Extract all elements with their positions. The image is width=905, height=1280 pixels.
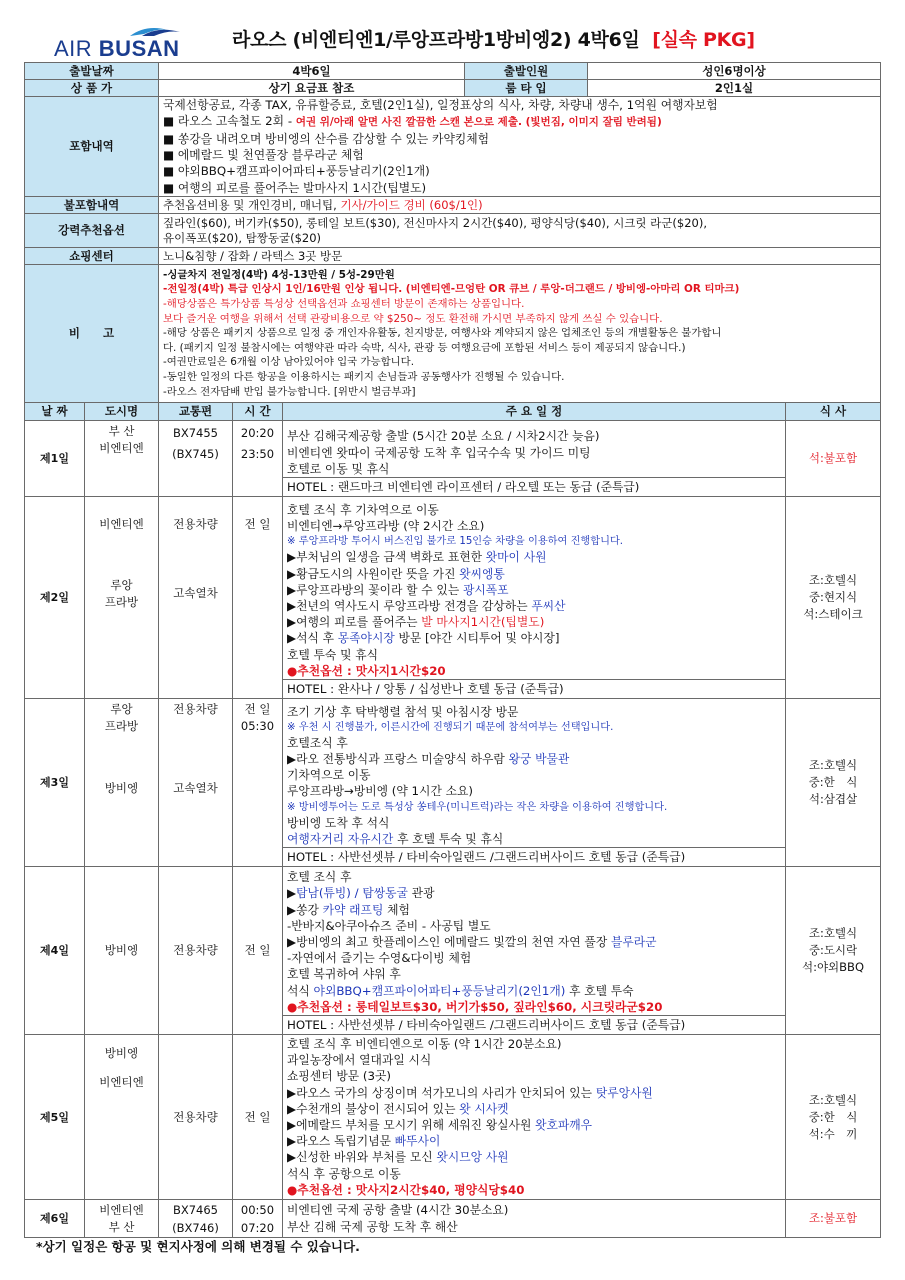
day-time: 전 일 xyxy=(233,1035,283,1200)
day-label: 제3일 xyxy=(25,699,85,867)
page-header xyxy=(0,0,905,62)
day-row-3 xyxy=(25,699,881,867)
day-row-5 xyxy=(25,1035,881,1200)
hotel-info: HOTEL : 사반선셋뷰 / 타비숙아일랜드 /그랜드리버사이드 호텔 동급 (준특급) xyxy=(283,1015,785,1034)
schedule-table xyxy=(24,402,881,1238)
day-row-4 xyxy=(25,867,881,1035)
options-label: 강력추천옵션 xyxy=(25,214,159,248)
excluded-label: 불포함내역 xyxy=(25,197,159,214)
included-label: 포함내역 xyxy=(25,97,159,197)
day-meal: 석:불포함 xyxy=(786,421,881,497)
page-title: 라오스 (비엔티엔1/루앙프라방1방비엥2) 4박6일 [실속 PKG] xyxy=(232,29,755,51)
day-transport: BX7465 (BX746) xyxy=(159,1200,233,1238)
package-tag: [실속 PKG] xyxy=(652,29,755,51)
remarks-label: 비 고 xyxy=(25,265,159,403)
excluded-content: 추천옵션비용 및 개인경비, 매너팁, 기사/가이드 경비 (60$/1인) xyxy=(159,197,881,214)
hotel-info: HOTEL : 랜드마크 비엔티엔 라이프센터 / 라오텔 또는 동급 (준특급) xyxy=(283,477,785,496)
day-city: 루앙 프라방 방비엥 xyxy=(85,699,159,867)
shopping-label: 쇼핑센터 xyxy=(25,248,159,265)
options-content: 짚라인($60), 버기카($50), 롱테일 보트($30), 전신마사지 2시간($40), 평양식당($40), 시크릿 라군($20), 유이폭포($20), 탐짱동굴($20) xyxy=(159,214,881,248)
people-label: 출발인원 xyxy=(465,63,588,80)
info-table xyxy=(24,62,881,403)
included-content: 국제선항공료, 각종 TAX, 유류할증료, 호텔(2인1실), 일정표상의 식사, 차량, 차량내 생수, 1억원 여행자보험 ■ 라오스 고속철도 2회 - 여권 위/아래 알면 사진 깔끔한 스캔 본으로 제출. (빛번짐, 이미지 잘림 반려됨) ■ 쏭강을 내려오며 방비엥의 산수를 감상할 수 있는 카약킹체험 ■ 에메랄드 빛 천연풀장 블루라군 체험 ■ 야외BBQ+캠프파이어파티+풍등날리기(2인1개) ■ 여행의 피로를 풀어주는 발마사지 1시간(팁별도) xyxy=(159,97,881,197)
day-row-2 xyxy=(25,497,881,699)
day-label: 제2일 xyxy=(25,497,85,699)
day-label: 제4일 xyxy=(25,867,85,1035)
day-row-6 xyxy=(25,1200,881,1238)
day-row-1 xyxy=(25,421,881,497)
day-transport: 전용차량 xyxy=(159,867,233,1035)
day-time: 20:20 23:50 xyxy=(233,421,283,497)
day-schedule: 호텔 조식 후 ▶탐남(튜빙) / 탐쌍동굴 관광 ▶쏭강 카약 래프팅 체험 -반바지&아쿠아슈즈 준비 - 사공팁 별도 ▶방비엥의 최고 핫플레이스인 에메랄드 빛깔의 천연 자연 풀장 블루라군 -자연에서 즐기는 수영&다이빙 체험 호텔 복귀하여 샤워 후 석식 야외BBQ+캠프파이어파티+풍등날리기(2인1개) 후 호텔 투숙 ●추천옵션 : 롱테일보트$30, 버기가$50, 짚라인$60, 시크릿라군$20 HOTEL : 사반선셋뷰 / 타비숙아일랜드 /그랜드리버사이드 호텔 동급 (준특급) xyxy=(283,867,786,1035)
day-label: 제1일 xyxy=(25,421,85,497)
day-label: 제6일 xyxy=(25,1200,85,1238)
day-city: 방비엥 비엔티엔 xyxy=(85,1035,159,1200)
room-label: 룸 타 입 xyxy=(465,80,588,97)
day-city: 방비엥 xyxy=(85,867,159,1035)
air-busan-logo xyxy=(54,24,182,60)
day-meal: 조:호텔식 중:한 식 석:수 끼 xyxy=(786,1035,881,1200)
day-schedule: 비엔티엔 국제 공항 출발 (4시간 30분소요) 부산 김해 국제 공항 도착 후 해산 xyxy=(283,1200,786,1238)
col-city: 도시명 xyxy=(85,403,159,421)
day-schedule: 조기 기상 후 탁박행렬 참석 및 아침시장 방문 ※ 우천 시 진행불가, 이른시간에 진행되기 때문에 참석여부는 선택입니다. 호텔조식 후 ▶라오 전통방식과 프랑스 미술양식 하우람 왕궁 박물관 기차역으로 이동 루앙프라방→방비엥 (약 1시간 소요) ※ 방비엥투어는 도로 특성상 쏭테우(미니트럭)라는 작은 차량을 이용하여 진행합니다. 방비엥 도착 후 석식 여행자거리 자유시간 후 호텔 투숙 및 휴식 HOTEL : 사반선셋뷰 / 타비숙아일랜드 /그랜드리버사이드 호텔 동급 (준특급) xyxy=(283,699,786,867)
day-time: 전 일 05:30 xyxy=(233,699,283,867)
day-time: 전 일 xyxy=(233,497,283,699)
day-transport: 전용차량 xyxy=(159,1035,233,1200)
day-city: 비엔티엔 부 산 xyxy=(85,1200,159,1238)
hotel-info: HOTEL : 사반선셋뷰 / 타비숙아일랜드 /그랜드리버사이드 호텔 동급 (준특급) xyxy=(283,847,785,866)
col-schedule: 주 요 일 정 xyxy=(283,403,786,421)
col-transport: 교통편 xyxy=(159,403,233,421)
day-meal: 조:불포함 xyxy=(786,1200,881,1238)
shopping-content: 노니&침향 / 잡화 / 라텍스 3곳 방문 xyxy=(159,248,881,265)
hotel-info: HOTEL : 완사나 / 앙통 / 십성반나 호텔 동급 (준특급) xyxy=(283,679,785,698)
day-transport: BX7455 (BX745) xyxy=(159,421,233,497)
remarks-content: -싱글차지 전일정(4박) 4성-13만원 / 5성-29만원 -전일정(4박) 특급 인상시 1인/16만원 인상 됩니다. (비엔티엔-므엉탄 OR 큐브 / 루앙-더그랜드 / 방비엥-아마리 OR 티마크) -해당상품은 특가상품 특성상 선택옵션과 쇼핑센터 방문이 존재하는 상품입니다. 보다 즐거운 여행을 위해서 선택 관광비용으로 약 $250~ 정도 환전해 가시면 부족하지 않게 쓰실 수 있습니다. -해당 상품은 패키지 상품으로 일정 중 개인자유활동, 친지방문, 여행사와 계약되지 않은 업체조인 등의 개별활동은 불가합니 다. (패키지 일정 불참시에는 여행약관 따라 숙박, 식사, 관광 등 여행요금에 포함된 서비스 등이 제공되지 않습니다.) -여권만료일은 6개월 이상 남아있어야 입국 가능합니다. -동일한 일정의 다른 항공을 이용하시는 패키지 손님들과 공동행사가 진행될 수 있습니다. -라오스 전자담배 반입 불가능합니다. [위반시 벌금부과] xyxy=(159,265,881,403)
day-transport: 전용차량 고속열차 xyxy=(159,497,233,699)
day-schedule: 호텔 조식 후 비엔티엔으로 이동 (약 1시간 20분소요) 과일농장에서 열대과일 시식 쇼핑센터 방문 (3곳) ▶라오스 국가의 상징이며 석가모니의 사리가 안치되어 있는 탓루앙사원 ▶수천개의 불상이 전시되어 있는 왓 시사켓 ▶에메랄드 부처를 모시기 위해 세워진 왕실사원 왓호파깨우 ▶라오스 독립기념문 빠뚜사이 ▶신성한 바위와 부처를 모신 왓시므앙 사원 석식 후 공항으로 이동 ●추천옵션 : 맛사지2시간$40, 평양식당$40 xyxy=(283,1035,786,1200)
day-city: 비엔티엔 루앙 프라방 xyxy=(85,497,159,699)
people-value: 성인6명이상 xyxy=(588,63,881,80)
price-label: 상 품 가 xyxy=(25,80,159,97)
logo-text: AIR BUSAN xyxy=(54,36,180,61)
depart-label: 출발날짜 xyxy=(25,63,159,80)
day-schedule: 부산 김해국제공항 출발 (5시간 20분 소요 / 시차2시간 늦음) 비엔티엔 왓따이 국제공항 도착 후 입국수속 및 가이드 미팅 호텔로 이동 및 휴식 HOTEL : 랜드마크 비엔티엔 라이프센터 / 라오텔 또는 동급 (준특급) xyxy=(283,421,786,497)
day-transport: 전용차량 고속열차 xyxy=(159,699,233,867)
price-value: 상기 요금표 참조 xyxy=(159,80,465,97)
col-time: 시 간 xyxy=(233,403,283,421)
col-meal: 식 사 xyxy=(786,403,881,421)
day-city: 부 산 비엔티엔 xyxy=(85,421,159,497)
day-time: 전 일 xyxy=(233,867,283,1035)
day-label: 제5일 xyxy=(25,1035,85,1200)
room-value: 2인1실 xyxy=(588,80,881,97)
day-meal: 조:호텔식 중:현지식 석:스테이크 xyxy=(786,497,881,699)
col-day: 날 짜 xyxy=(25,403,85,421)
depart-value: 4박6일 xyxy=(159,63,465,80)
footer-note: *상기 일정은 항공 및 현지사정에 의해 변경될 수 있습니다. xyxy=(36,1239,360,1254)
day-time: 00:50 07:20 xyxy=(233,1200,283,1238)
day-schedule: 호텔 조식 후 기차역으로 이동 비엔티엔→루앙프라방 (약 2시간 소요) ※ 루앙프라방 투어시 버스진입 불가로 15인승 차량을 이용하여 진행합니다. ▶부처님의 일생을 금색 벽화로 표현한 왓마이 사원 ▶황금도시의 사원이란 뜻을 가진 왓씨엥통 ▶루앙프라방의 꽃이라 할 수 있는 광시폭포 ▶천년의 역사도시 루앙프라방 전경을 감상하는 푸씨산 ▶여행의 피로를 풀어주는 발 마사지1시간(팁별도) ▶석식 후 몽족야시장 방문 [야간 시티투어 및 야시장] 호텔 투숙 및 휴식 ●추천옵션 : 맛사지1시간$20 HOTEL : 완사나 / 앙통 / 십성반나 호텔 동급 (준특급) xyxy=(283,497,786,699)
day-meal: 조:호텔식 중:도시락 석:야외BBQ xyxy=(786,867,881,1035)
day-meal: 조:호텔식 중:한 식 석:삼겹살 xyxy=(786,699,881,867)
